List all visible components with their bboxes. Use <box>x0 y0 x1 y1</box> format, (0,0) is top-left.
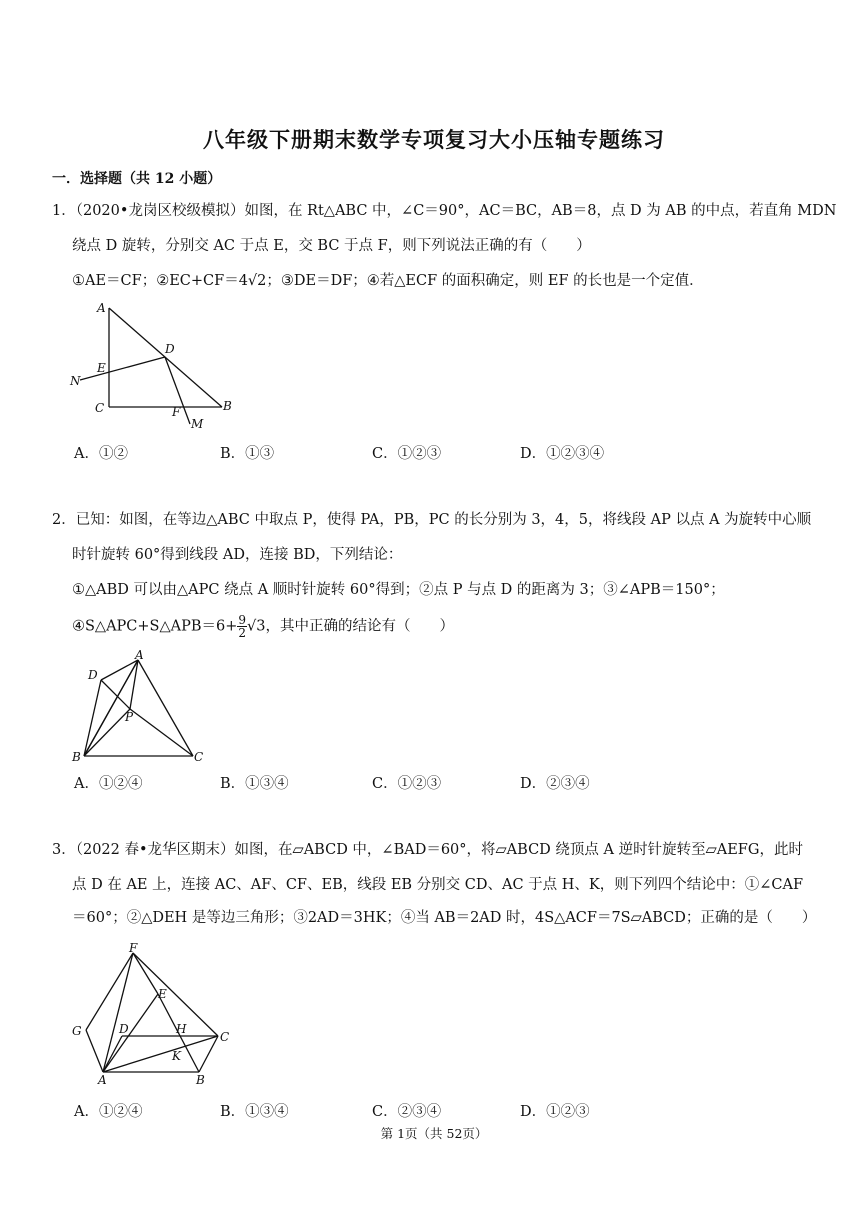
q3-line2: 点 D 在 AE 上，连接 AC、AF、CF、EB，线段 EB 分别交 CD、AC 于点 H、K，则下列四个结论中：①∠CAF <box>72 877 804 893</box>
q2-frac-numerator: 9 <box>238 613 247 627</box>
q1-number: 1． <box>52 203 76 219</box>
q1-option-d[interactable]: D．①②③④ <box>520 446 605 462</box>
q3-label-k: K <box>172 1049 181 1063</box>
q1-option-b[interactable]: B．①③ <box>220 446 275 462</box>
q1-label-f: F <box>172 405 181 419</box>
q1-option-c[interactable]: C．①②③ <box>372 446 442 462</box>
q1-source: （2020•龙岗区校级模拟） <box>75 203 245 219</box>
q1-label-a: A <box>97 301 106 315</box>
q2-option-a[interactable]: A．①②④ <box>74 776 143 792</box>
q1-option-a[interactable]: A．①② <box>74 446 128 462</box>
q1-line1-text: 如图，在 Rt△ABC 中，∠C＝90°，AC＝BC，AB＝8，点 D 为 AB 的中点，若直角 MDN <box>244 203 837 219</box>
q3-option-a[interactable]: A．①②④ <box>74 1104 143 1120</box>
q3-label-c: C <box>220 1030 230 1044</box>
q2-label-c: C <box>194 750 204 764</box>
q3-figure <box>66 940 246 1090</box>
q3-label-h: H <box>176 1022 187 1036</box>
q2-line3: ①△ABD 可以由△APC 绕点 A 顺时针旋转 60°得到；②点 P 与点 D 的距离为 3；③∠APB＝150°； <box>72 582 725 598</box>
q1-figure <box>66 296 246 436</box>
q2-line1-text: 已知：如图，在等边△ABC 中取点 P，使得 PA，PB，PC 的长分别为 3，4，5，将线段 AP 以点 A 为旋转中心顺 <box>75 512 812 528</box>
q1-label-m: M <box>191 417 204 431</box>
q3-number: 3． <box>52 842 76 858</box>
q2-option-c[interactable]: C．①②③ <box>372 776 442 792</box>
q2-number: 2． <box>52 512 76 528</box>
q2-figure <box>66 646 216 771</box>
q3-label-d: D <box>119 1022 129 1036</box>
q2-label-a: A <box>135 648 144 662</box>
q1-label-c: C <box>95 401 105 415</box>
q1-label-e: E <box>97 361 106 375</box>
q3-option-c[interactable]: C．②③④ <box>372 1104 442 1120</box>
q3-option-b[interactable]: B．①③④ <box>220 1104 289 1120</box>
q2-label-b: B <box>72 750 81 764</box>
q2-option-d[interactable]: D．②③④ <box>520 776 590 792</box>
q2-line2: 时针旋转 60°得到线段 AD，连接 BD，下列结论： <box>72 547 403 563</box>
q3-line1-text: （2022 春•龙华区期末）如图，在▱ABCD 中，∠BAD＝60°，将▱ABCD 绕顶点 A 逆时针旋转至▱AEFG，此时 <box>75 842 803 858</box>
q2-line4 <box>72 614 454 639</box>
q1-label-b: B <box>223 399 232 413</box>
q1-label-d: D <box>165 342 175 356</box>
q3-label-a: A <box>98 1073 107 1087</box>
q3-label-e: E <box>158 987 167 1001</box>
q2-line4-prefix: ④S△APC+S△APB＝6+ <box>72 618 238 635</box>
q2-frac-denominator: 2 <box>238 626 247 640</box>
section-heading: 一．选择题（共 12 小题） <box>52 171 222 187</box>
q3-label-g: G <box>72 1024 82 1038</box>
q3-line3: ＝60°；②△DEH 是等边三角形；③2AD＝3HK；④当 AB＝2AD 时，4S△ACF＝7S▱ABCD；正确的是（ ） <box>72 910 817 926</box>
q3-label-f: F <box>129 941 138 955</box>
q2-fraction <box>237 614 247 639</box>
q2-line4-suffix: √3，其中正确的结论有（ ） <box>247 618 455 635</box>
q1-label-n: N <box>70 374 81 388</box>
page-title: 八年级下册期末数学专项复习大小压轴专题练习 <box>203 127 665 152</box>
q1-line1 <box>52 201 836 221</box>
q3-label-b: B <box>196 1073 205 1087</box>
q2-label-p: P <box>125 710 134 724</box>
q2-option-b[interactable]: B．①③④ <box>220 776 289 792</box>
q3-line1 <box>52 840 803 860</box>
q2-label-d: D <box>88 668 98 682</box>
q1-line3: ①AE＝CF；②EC+CF＝4√2；③DE＝DF；④若△ECF 的面积确定，则 EF 的长也是一个定值． <box>72 273 704 289</box>
page-footer: 第 1页（共 52页） <box>380 1126 488 1141</box>
q2-line1 <box>52 510 811 530</box>
q1-line2: 绕点 D 旋转，分别交 AC 于点 E，交 BC 于点 F，则下列说法正确的有（ ） <box>72 238 591 254</box>
q3-option-d[interactable]: D．①②③ <box>520 1104 590 1120</box>
